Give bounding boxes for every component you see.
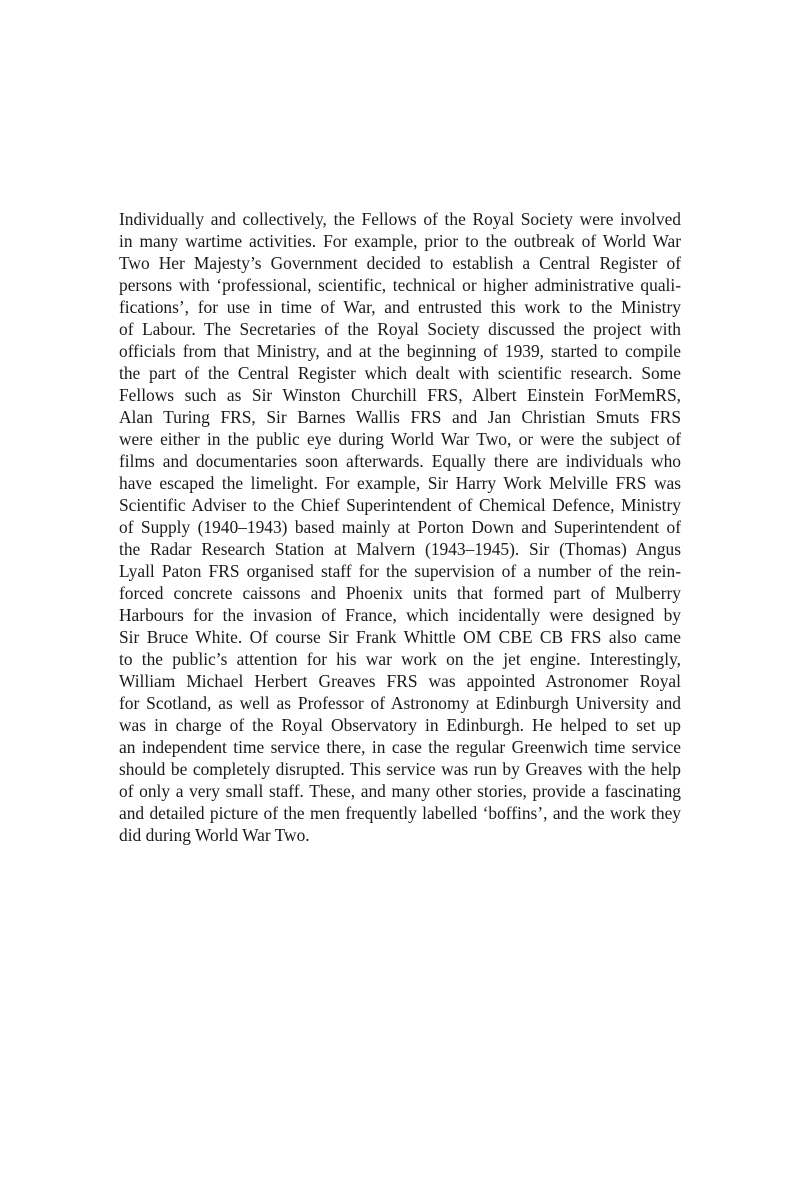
paragraph-line: Sir Bruce White. Of course Sir Frank Whittle OM CBE CB FRS also came [119,627,681,647]
paragraph-line: in many wartime activities. For example, prior to the outbreak of World War [119,231,681,251]
paragraph-line: have escaped the limelight. For example, Sir Harry Work Melville FRS was [119,473,681,493]
paragraph-line: the part of the Central Register which dealt with scientific research. Some [119,363,681,383]
paragraph-line: forced concrete caissons and Phoenix units that formed part of Mulberry [119,583,681,603]
paragraph-line: officials from that Ministry, and at the beginning of 1939, started to compile [119,341,681,361]
paragraph-line: and detailed picture of the men frequently labelled ‘boffins’, and the work they [119,803,681,823]
paragraph-line: of Supply (1940–1943) based mainly at Porton Down and Superintendent of [119,517,681,537]
paragraph-line: an independent time service there, in case the regular Greenwich time service [119,737,681,757]
paragraph-line: Fellows such as Sir Winston Churchill FRS, Albert Einstein ForMemRS, [119,385,681,405]
paragraph-line: Individually and collectively, the Fellows of the Royal Society were involved [119,209,681,229]
paragraph-line: Alan Turing FRS, Sir Barnes Wallis FRS and Jan Christian Smuts FRS [119,407,681,427]
paragraph-line: Two Her Majesty’s Government decided to establish a Central Register of [119,253,681,273]
paragraph-line: were either in the public eye during World War Two, or were the subject of [119,429,681,449]
paragraph-line: should be completely disrupted. This service was run by Greaves with the help [119,759,681,779]
paragraph-line: for Scotland, as well as Professor of Astronomy at Edinburgh University and [119,693,681,713]
paragraph-line: Scientific Adviser to the Chief Superintendent of Chemical Defence, Ministry [119,495,681,515]
paragraph-line: William Michael Herbert Greaves FRS was appointed Astronomer Royal [119,671,681,691]
paragraph-line: of only a very small staff. These, and many other stories, provide a fascinating [119,781,681,801]
body-paragraph [119,208,681,846]
paragraph-line: Harbours for the invasion of France, which incidentally were designed by [119,605,681,625]
paragraph-line: fications’, for use in time of War, and entrusted this work to the Ministry [119,297,681,317]
paragraph-line: the Radar Research Station at Malvern (1943–1945). Sir (Thomas) Angus [119,539,681,559]
paragraph-line: of Labour. The Secretaries of the Royal Society discussed the project with [119,319,681,339]
paragraph-line: persons with ‘professional, scientific, technical or higher administrative quali- [119,275,681,295]
paragraph-line: was in charge of the Royal Observatory in Edinburgh. He helped to set up [119,715,681,735]
paragraph-line: Lyall Paton FRS organised staff for the supervision of a number of the rein- [119,561,681,581]
paragraph-line: films and documentaries soon afterwards. Equally there are individuals who [119,451,681,471]
paragraph-line: did during World War Two. [119,825,310,845]
paragraph-line: to the public’s attention for his war work on the jet engine. Interestingly, [119,649,681,669]
